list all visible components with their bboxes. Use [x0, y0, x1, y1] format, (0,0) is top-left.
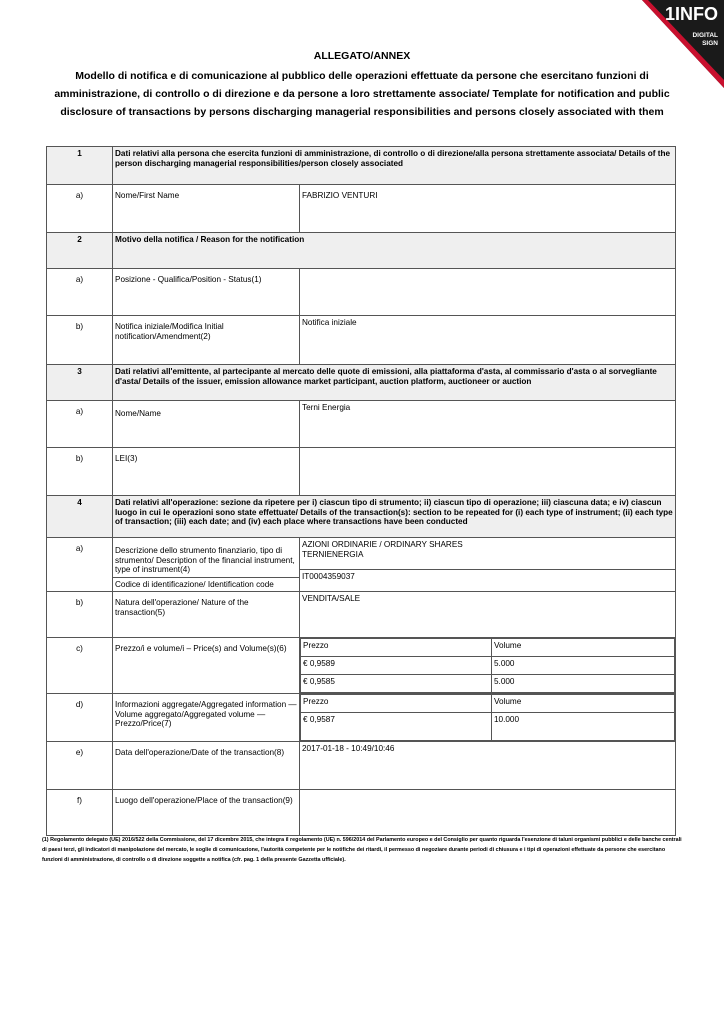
section-4-header: [47, 496, 676, 538]
position-status-value: [300, 269, 676, 316]
identification-code-label: Codice di identificazione/ Identification code: [113, 577, 299, 592]
row-label: Descrizione dello strumento finanziario, tipo di strumento/ Description of the financial instrument, type of instrument(4): [115, 546, 295, 574]
row-letter: e): [47, 742, 113, 790]
transaction-place-value: [300, 790, 676, 836]
logo-tagline-1: DIGITAL: [692, 32, 718, 39]
aggregated-volume-cell: 10.000: [492, 713, 675, 741]
section-title: Dati relativi all'operazione: sezione da ripetere per i) ciascun tipo di strumento; ii) ciascun tipo di operazione; iii) ciascuna data; e iv) ciascun luogo in cui le operazioni sono state effettuate/ Details of the transaction(s): section to be repeated for (i) each type of instrument; (ii) each type of transaction; (iii) each date; and (iv) each place where transactions have been conducted: [113, 496, 676, 538]
first-name-value: FABRIZIO VENTURI: [300, 185, 676, 233]
price-volume-row: [301, 675, 675, 693]
document-title: [40, 50, 684, 121]
section-4-row-d: [47, 694, 676, 742]
volume-column-header: Volume: [492, 695, 675, 713]
instrument-issuer-value: TERNIENERGIA: [302, 549, 364, 559]
volume-cell: 5.000: [492, 675, 675, 693]
price-cell: € 0,9589: [301, 657, 492, 675]
row-label: LEI(3): [113, 448, 300, 496]
row-label: Prezzo/i e volume/i – Price(s) and Volume(s)(6): [113, 638, 300, 694]
section-4-row-a: [47, 538, 676, 592]
price-volume-table: [300, 638, 675, 693]
section-2-header: [47, 233, 676, 269]
row-label: Informazioni aggregate/Aggregated information — Volume aggregato/Aggregated volume — Prezzo/Price(7): [113, 694, 300, 742]
logo-tagline-2: SIGN: [702, 40, 718, 47]
section-4-row-f: [47, 790, 676, 836]
section-1-row-a: [47, 185, 676, 233]
section-3-header: [47, 365, 676, 401]
section-number: 4: [47, 496, 113, 538]
section-1-header: [47, 147, 676, 185]
row-letter: f): [47, 790, 113, 836]
section-title: Dati relativi alla persona che esercita funzioni di amministrazione, di controllo o di direzione/alla persona strettamente associata/ Details of the person discharging managerial responsibilities/person closely associated: [113, 147, 676, 185]
row-letter: a): [47, 538, 113, 592]
instrument-label-cell: [113, 538, 300, 592]
volume-cell: 5.000: [492, 657, 675, 675]
row-label: Data dell'operazione/Date of the transaction(8): [113, 742, 300, 790]
price-cell: € 0,9585: [301, 675, 492, 693]
row-letter: a): [47, 401, 113, 448]
transaction-date-value: 2017-01-18 - 10:49/10:46: [300, 742, 676, 790]
issuer-name-value: Terni Energia: [300, 401, 676, 448]
volume-column-header: Volume: [492, 639, 675, 657]
row-letter: a): [47, 185, 113, 233]
instrument-description-value: AZIONI ORDINARIE / ORDINARY SHARES: [302, 540, 463, 549]
section-number: 1: [47, 147, 113, 185]
section-title: Motivo della notifica / Reason for the notification: [113, 233, 676, 269]
footnote: (1) Regolamento delegato (UE) 2016/522 della Commissione, del 17 dicembre 2015, che integra il regolamento (UE) n. 596/2014 del Parlamento europeo e del Consiglio per quanto riguarda l'esenzione di taluni organismi pubblici e delle banche centrali di paesi terzi, gli indicatori di manipolazione del mercato, le soglie di comunicazione, l'autorità competente per le notifiche dei ritardi, il permesso di negoziare durante periodi di chiusura e i tipi di operazioni effettuate da persone che esercitano funzioni di amministrazione, di controllo o di direzione soggette a notifica (cfr. pag. 1 della presente Gazzetta ufficiale).: [42, 837, 682, 863]
price-volume-cell: [300, 638, 676, 694]
notification-type-value: Notifica iniziale: [300, 316, 676, 365]
row-letter: b): [47, 316, 113, 365]
instrument-value-cell: [300, 538, 676, 592]
row-label: Natura dell'operazione/ Nature of the transaction(5): [113, 592, 300, 638]
lei-value: [300, 448, 676, 496]
section-4-row-b: [47, 592, 676, 638]
section-title: Dati relativi all'emittente, al partecipante al mercato delle quote di emissioni, alla piattaforma d'asta, al commissario d'asta o al sorvegliante d'asta/ Details of the issuer, emission allowance market participant, auction platform, auctioneer or auction: [113, 365, 676, 401]
aggregated-price-cell: € 0,9587: [301, 713, 492, 741]
aggregated-row: [301, 713, 675, 741]
row-letter: a): [47, 269, 113, 316]
price-volume-row: [301, 657, 675, 675]
section-number: 2: [47, 233, 113, 269]
nature-value: VENDITA/SALE: [300, 592, 676, 638]
notification-form-table: [46, 146, 676, 836]
section-2-row-b: [47, 316, 676, 365]
identification-code-value: IT0004359037: [300, 569, 675, 584]
section-2-row-a: [47, 269, 676, 316]
price-column-header: Prezzo: [301, 695, 492, 713]
section-3-row-a: [47, 401, 676, 448]
row-label: Nome/Name: [113, 401, 300, 448]
section-number: 3: [47, 365, 113, 401]
document-heading: Modello di notifica e di comunicazione al pubblico delle operazioni effettuate da persone che esercitano funzioni di amministrazione, di controllo o di direzione e da persone a loro strettamente associate/ Template for notification and public disclosure of transactions by persons discharging managerial responsibilities and persons closely associated with them: [54, 70, 670, 118]
section-4-row-e: [47, 742, 676, 790]
row-label: Nome/First Name: [113, 185, 300, 233]
row-letter: d): [47, 694, 113, 742]
aggregated-table: [300, 694, 675, 741]
aggregated-header-row: [301, 695, 675, 713]
row-letter: b): [47, 592, 113, 638]
annex-label: ALLEGATO/ANNEX: [313, 50, 411, 62]
section-3-row-b: [47, 448, 676, 496]
row-label: Luogo dell'operazione/Place of the transaction(9): [113, 790, 300, 836]
row-letter: b): [47, 448, 113, 496]
row-label: Notifica iniziale/Modifica Initial notification/Amendment(2): [113, 316, 300, 365]
aggregated-cell: [300, 694, 676, 742]
price-volume-header-row: [301, 639, 675, 657]
row-letter: c): [47, 638, 113, 694]
section-4-row-c: [47, 638, 676, 694]
price-column-header: Prezzo: [301, 639, 492, 657]
logo-wordmark: 1INFO: [664, 4, 718, 24]
row-label: Posizione - Qualifica/Position - Status(1): [113, 269, 300, 316]
